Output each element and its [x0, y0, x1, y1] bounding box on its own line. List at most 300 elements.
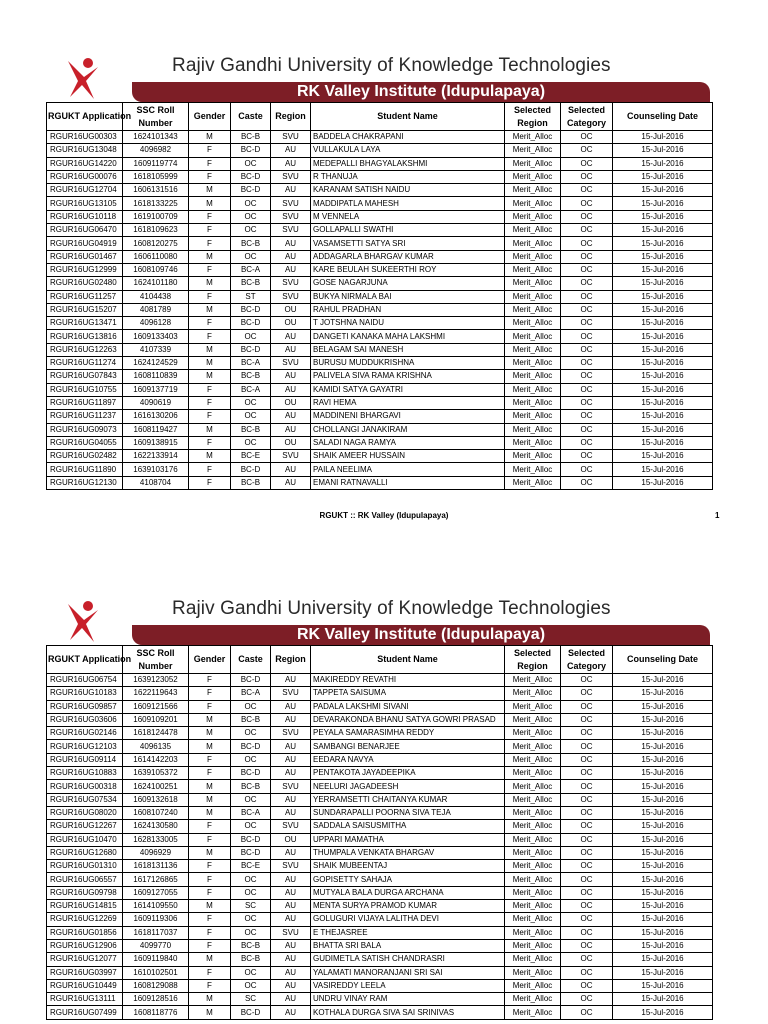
selected-category-cell: OC	[561, 383, 613, 396]
application-cell: RGUR16UG00318	[47, 780, 123, 793]
table-row	[47, 886, 713, 899]
column-header: Selected Category	[561, 646, 613, 674]
selected-region-cell: Merit_Alloc	[505, 436, 561, 449]
caste-cell: BC-D	[231, 674, 271, 687]
gender-cell: M	[189, 713, 231, 726]
table-row	[47, 873, 713, 886]
counseling-date-cell: 15-Jul-2016	[613, 674, 713, 687]
region-cell: OU	[271, 317, 311, 330]
counseling-date-cell: 15-Jul-2016	[613, 753, 713, 766]
application-cell: RGUR16UG02146	[47, 727, 123, 740]
student-name-cell: UNDRU VINAY RAM	[311, 993, 505, 1006]
selected-region-cell: Merit_Alloc	[505, 410, 561, 423]
table-header-row	[47, 646, 713, 674]
student-name-cell: EEDARA NAVYA	[311, 753, 505, 766]
gender-cell: F	[189, 170, 231, 183]
selected-category-cell: OC	[561, 463, 613, 476]
table-row	[47, 476, 713, 489]
counseling-date-cell: 15-Jul-2016	[613, 290, 713, 303]
table-row	[47, 820, 713, 833]
counseling-date-cell: 15-Jul-2016	[613, 1006, 713, 1019]
counseling-date-cell: 15-Jul-2016	[613, 423, 713, 436]
caste-cell: BC-B	[231, 953, 271, 966]
gender-cell: M	[189, 450, 231, 463]
table-row	[47, 423, 713, 436]
selected-region-cell: Merit_Alloc	[505, 886, 561, 899]
region-cell: AU	[271, 873, 311, 886]
caste-cell: BC-D	[231, 184, 271, 197]
table-row	[47, 131, 713, 144]
application-cell: RGUR16UG14815	[47, 900, 123, 913]
application-cell: RGUR16UG14220	[47, 157, 123, 170]
student-name-cell: SHAIK AMEER HUSSAIN	[311, 450, 505, 463]
caste-cell: BC-A	[231, 383, 271, 396]
counseling-date-cell: 15-Jul-2016	[613, 303, 713, 316]
application-cell: RGUR16UG12077	[47, 953, 123, 966]
counseling-date-cell: 15-Jul-2016	[613, 846, 713, 859]
gender-cell: M	[189, 846, 231, 859]
selected-category-cell: OC	[561, 900, 613, 913]
selected-region-cell: Merit_Alloc	[505, 343, 561, 356]
counseling-date-cell: 15-Jul-2016	[613, 966, 713, 979]
application-cell: RGUR16UG09798	[47, 886, 123, 899]
caste-cell: OC	[231, 330, 271, 343]
selected-category-cell: OC	[561, 290, 613, 303]
region-cell: AU	[271, 793, 311, 806]
application-cell: RGUR16UG01467	[47, 250, 123, 263]
institute-title: RK Valley Institute (Idupulapaya)	[296, 83, 546, 100]
ssc-roll-cell: 1608129088	[123, 979, 189, 992]
caste-cell: BC-E	[231, 450, 271, 463]
caste-cell: BC-A	[231, 263, 271, 276]
gender-cell: M	[189, 370, 231, 383]
gender-cell: M	[189, 131, 231, 144]
student-name-cell: MADDIPATLA MAHESH	[311, 197, 505, 210]
caste-cell: OC	[231, 966, 271, 979]
table-row	[47, 1006, 713, 1019]
region-cell: AU	[271, 330, 311, 343]
region-cell: AU	[271, 383, 311, 396]
caste-cell: BC-A	[231, 357, 271, 370]
selected-category-cell: OC	[561, 953, 613, 966]
gender-cell: F	[189, 926, 231, 939]
counseling-date-cell: 15-Jul-2016	[613, 330, 713, 343]
student-name-cell: M VENNELA	[311, 210, 505, 223]
counseling-date-cell: 15-Jul-2016	[613, 263, 713, 276]
counseling-date-cell: 15-Jul-2016	[613, 767, 713, 780]
selected-region-cell: Merit_Alloc	[505, 197, 561, 210]
caste-cell: OC	[231, 727, 271, 740]
ssc-roll-cell: 1628133005	[123, 833, 189, 846]
selected-category-cell: OC	[561, 157, 613, 170]
counseling-date-cell: 15-Jul-2016	[613, 713, 713, 726]
counseling-date-cell: 15-Jul-2016	[613, 343, 713, 356]
ssc-roll-cell: 1618133225	[123, 197, 189, 210]
counseling-date-cell: 15-Jul-2016	[613, 886, 713, 899]
application-cell: RGUR16UG04055	[47, 436, 123, 449]
region-cell: SVU	[271, 277, 311, 290]
region-cell: AU	[271, 674, 311, 687]
ssc-roll-cell: 1609127055	[123, 886, 189, 899]
selected-category-cell: OC	[561, 727, 613, 740]
region-cell: AU	[271, 740, 311, 753]
selected-category-cell: OC	[561, 939, 613, 952]
region-cell: AU	[271, 144, 311, 157]
counseling-date-cell: 15-Jul-2016	[613, 700, 713, 713]
ssc-roll-cell: 4096929	[123, 846, 189, 859]
application-cell: RGUR16UG13105	[47, 197, 123, 210]
student-name-cell: VASAMSETTI SATYA SRI	[311, 237, 505, 250]
application-cell: RGUR16UG12906	[47, 939, 123, 952]
column-header: Region	[271, 103, 311, 131]
application-cell: RGUR16UG13111	[47, 993, 123, 1006]
counseling-date-cell: 15-Jul-2016	[613, 370, 713, 383]
region-cell: AU	[271, 370, 311, 383]
caste-cell: BC-D	[231, 833, 271, 846]
caste-cell: BC-D	[231, 317, 271, 330]
selected-region-cell: Merit_Alloc	[505, 926, 561, 939]
table-row	[47, 170, 713, 183]
application-cell: RGUR16UG01310	[47, 860, 123, 873]
region-cell: AU	[271, 767, 311, 780]
student-name-cell: PENTAKOTA JAYADEEPIKA	[311, 767, 505, 780]
application-cell: RGUR16UG13816	[47, 330, 123, 343]
student-name-cell: GOLUGURI VIJAYA LALITHA DEVI	[311, 913, 505, 926]
student-name-cell: CHOLLANGI JANAKIRAM	[311, 423, 505, 436]
gender-cell: F	[189, 290, 231, 303]
column-header: Counseling Date	[613, 646, 713, 674]
caste-cell: BC-D	[231, 767, 271, 780]
table-row	[47, 277, 713, 290]
student-name-cell: VASIREDDY LEELA	[311, 979, 505, 992]
counseling-date-cell: 15-Jul-2016	[613, 157, 713, 170]
gender-cell: F	[189, 979, 231, 992]
region-cell: OU	[271, 436, 311, 449]
selected-category-cell: OC	[561, 277, 613, 290]
region-cell: SVU	[271, 131, 311, 144]
region-cell: SVU	[271, 197, 311, 210]
selected-region-cell: Merit_Alloc	[505, 277, 561, 290]
institute-banner	[132, 82, 710, 102]
ssc-roll-cell: 1608107240	[123, 806, 189, 819]
gender-cell: F	[189, 436, 231, 449]
student-name-cell: VULLAKULA LAYA	[311, 144, 505, 157]
table-row	[47, 913, 713, 926]
counseling-date-cell: 15-Jul-2016	[613, 926, 713, 939]
selected-region-cell: Merit_Alloc	[505, 900, 561, 913]
student-name-cell: ADDAGARLA BHARGAV KUMAR	[311, 250, 505, 263]
region-cell: OU	[271, 303, 311, 316]
selected-region-cell: Merit_Alloc	[505, 224, 561, 237]
column-header: Region	[271, 646, 311, 674]
student-name-cell: GUDIMETLA SATISH CHANDRASRI	[311, 953, 505, 966]
student-name-cell: YALAMATI MANORANJANI SRI SAI	[311, 966, 505, 979]
university-logo-icon	[64, 57, 104, 101]
ssc-roll-cell: 1624101180	[123, 277, 189, 290]
application-cell: RGUR16UG11897	[47, 396, 123, 409]
gender-cell: M	[189, 343, 231, 356]
table-row	[47, 953, 713, 966]
student-name-cell: GOPISETTY SAHAJA	[311, 873, 505, 886]
allocation-table	[46, 645, 713, 1020]
region-cell: AU	[271, 184, 311, 197]
caste-cell: OC	[231, 436, 271, 449]
region-cell: AU	[271, 979, 311, 992]
selected-category-cell: OC	[561, 343, 613, 356]
selected-region-cell: Merit_Alloc	[505, 966, 561, 979]
counseling-date-cell: 15-Jul-2016	[613, 450, 713, 463]
application-cell: RGUR16UG11237	[47, 410, 123, 423]
region-cell: AU	[271, 157, 311, 170]
table-row	[47, 993, 713, 1006]
counseling-date-cell: 15-Jul-2016	[613, 873, 713, 886]
selected-region-cell: Merit_Alloc	[505, 263, 561, 276]
table-body	[47, 131, 713, 490]
selected-category-cell: OC	[561, 250, 613, 263]
ssc-roll-cell: 1618131136	[123, 860, 189, 873]
caste-cell: OC	[231, 793, 271, 806]
selected-category-cell: OC	[561, 237, 613, 250]
application-cell: RGUR16UG12103	[47, 740, 123, 753]
application-cell: RGUR16UG00303	[47, 131, 123, 144]
application-cell: RGUR16UG09857	[47, 700, 123, 713]
selected-region-cell: Merit_Alloc	[505, 157, 561, 170]
student-name-cell: SUNDARAPALLI POORNA SIVA TEJA	[311, 806, 505, 819]
table-row	[47, 436, 713, 449]
table-row	[47, 926, 713, 939]
caste-cell: BC-D	[231, 1006, 271, 1019]
region-cell: SVU	[271, 290, 311, 303]
table-row	[47, 713, 713, 726]
application-cell: RGUR16UG04919	[47, 237, 123, 250]
region-cell: OU	[271, 833, 311, 846]
caste-cell: OC	[231, 926, 271, 939]
caste-cell: BC-B	[231, 713, 271, 726]
counseling-date-cell: 15-Jul-2016	[613, 820, 713, 833]
region-cell: AU	[271, 343, 311, 356]
gender-cell: F	[189, 263, 231, 276]
selected-category-cell: OC	[561, 926, 613, 939]
ssc-roll-cell: 1618109623	[123, 224, 189, 237]
gender-cell: M	[189, 277, 231, 290]
selected-category-cell: OC	[561, 713, 613, 726]
ssc-roll-cell: 4096135	[123, 740, 189, 753]
region-cell: SVU	[271, 926, 311, 939]
selected-region-cell: Merit_Alloc	[505, 767, 561, 780]
university-logo-icon	[64, 600, 104, 644]
caste-cell: OC	[231, 224, 271, 237]
selected-region-cell: Merit_Alloc	[505, 237, 561, 250]
institute-title: RK Valley Institute (Idupulapaya)	[296, 626, 546, 643]
selected-category-cell: OC	[561, 370, 613, 383]
table-row	[47, 303, 713, 316]
table-row	[47, 939, 713, 952]
student-name-cell: KAMIDI SATYA GAYATRI	[311, 383, 505, 396]
ssc-roll-cell: 1624124529	[123, 357, 189, 370]
table-row	[47, 237, 713, 250]
ssc-roll-cell: 1622133914	[123, 450, 189, 463]
table-row	[47, 846, 713, 859]
gender-cell: F	[189, 939, 231, 952]
table-row	[47, 979, 713, 992]
ssc-roll-cell: 1639105372	[123, 767, 189, 780]
application-cell: RGUR16UG06754	[47, 674, 123, 687]
application-cell: RGUR16UG15207	[47, 303, 123, 316]
selected-region-cell: Merit_Alloc	[505, 793, 561, 806]
gender-cell: F	[189, 767, 231, 780]
selected-region-cell: Merit_Alloc	[505, 833, 561, 846]
selected-region-cell: Merit_Alloc	[505, 290, 561, 303]
selected-category-cell: OC	[561, 396, 613, 409]
student-name-cell: UPPARI MAMATHA	[311, 833, 505, 846]
selected-region-cell: Merit_Alloc	[505, 210, 561, 223]
counseling-date-cell: 15-Jul-2016	[613, 277, 713, 290]
selected-category-cell: OC	[561, 806, 613, 819]
caste-cell: SC	[231, 900, 271, 913]
selected-category-cell: OC	[561, 833, 613, 846]
ssc-roll-cell: 1606110080	[123, 250, 189, 263]
ssc-roll-cell: 1614142203	[123, 753, 189, 766]
selected-region-cell: Merit_Alloc	[505, 476, 561, 489]
ssc-roll-cell: 1619100709	[123, 210, 189, 223]
table-row	[47, 687, 713, 700]
selected-region-cell: Merit_Alloc	[505, 913, 561, 926]
ssc-roll-cell: 1609132618	[123, 793, 189, 806]
column-header: Selected Region	[505, 646, 561, 674]
counseling-date-cell: 15-Jul-2016	[613, 250, 713, 263]
caste-cell: OC	[231, 913, 271, 926]
gender-cell: F	[189, 913, 231, 926]
table-row	[47, 740, 713, 753]
ssc-roll-cell: 4081789	[123, 303, 189, 316]
table-row	[47, 157, 713, 170]
gender-cell: M	[189, 357, 231, 370]
caste-cell: OC	[231, 410, 271, 423]
selected-category-cell: OC	[561, 979, 613, 992]
region-cell: AU	[271, 913, 311, 926]
application-cell: RGUR16UG13471	[47, 317, 123, 330]
ssc-roll-cell: 1608118776	[123, 1006, 189, 1019]
caste-cell: OC	[231, 250, 271, 263]
table-body	[47, 674, 713, 1020]
selected-region-cell: Merit_Alloc	[505, 170, 561, 183]
selected-category-cell: OC	[561, 793, 613, 806]
table-row	[47, 263, 713, 276]
table-row	[47, 806, 713, 819]
student-name-cell: R THANUJA	[311, 170, 505, 183]
gender-cell: M	[189, 303, 231, 316]
counseling-date-cell: 15-Jul-2016	[613, 237, 713, 250]
selected-category-cell: OC	[561, 740, 613, 753]
application-cell: RGUR16UG00076	[47, 170, 123, 183]
counseling-date-cell: 15-Jul-2016	[613, 913, 713, 926]
caste-cell: OC	[231, 886, 271, 899]
application-cell: RGUR16UG10183	[47, 687, 123, 700]
ssc-roll-cell: 1608110839	[123, 370, 189, 383]
student-name-cell: PEYALA SAMARASIMHA REDDY	[311, 727, 505, 740]
gender-cell: F	[189, 410, 231, 423]
selected-category-cell: OC	[561, 886, 613, 899]
gender-cell: F	[189, 873, 231, 886]
region-cell: AU	[271, 806, 311, 819]
ssc-roll-cell: 1609119774	[123, 157, 189, 170]
student-name-cell: MEDEPALLI BHAGYALAKSHMI	[311, 157, 505, 170]
application-cell: RGUR16UG12704	[47, 184, 123, 197]
gender-cell: F	[189, 966, 231, 979]
gender-cell: F	[189, 210, 231, 223]
selected-region-cell: Merit_Alloc	[505, 674, 561, 687]
counseling-date-cell: 15-Jul-2016	[613, 396, 713, 409]
selected-category-cell: OC	[561, 767, 613, 780]
column-header: SSC Roll Number	[123, 103, 189, 131]
caste-cell: BC-B	[231, 780, 271, 793]
selected-region-cell: Merit_Alloc	[505, 806, 561, 819]
region-cell: SVU	[271, 727, 311, 740]
selected-region-cell: Merit_Alloc	[505, 1006, 561, 1019]
counseling-date-cell: 15-Jul-2016	[613, 993, 713, 1006]
gender-cell: M	[189, 993, 231, 1006]
gender-cell: F	[189, 886, 231, 899]
page-footer: RGUKT :: RK Valley (Idupulapaya)	[319, 511, 449, 520]
application-cell: RGUR16UG11257	[47, 290, 123, 303]
region-cell: SVU	[271, 687, 311, 700]
region-cell: SVU	[271, 357, 311, 370]
selected-category-cell: OC	[561, 913, 613, 926]
ssc-roll-cell: 4108704	[123, 476, 189, 489]
counseling-date-cell: 15-Jul-2016	[613, 793, 713, 806]
student-name-cell: DANGETI KANAKA MAHA LAKSHMI	[311, 330, 505, 343]
university-title: Rajiv Gandhi University of Knowledge Technologies	[172, 55, 611, 76]
student-name-cell: SALADI NAGA RAMYA	[311, 436, 505, 449]
gender-cell: M	[189, 184, 231, 197]
table-row	[47, 317, 713, 330]
selected-category-cell: OC	[561, 873, 613, 886]
application-cell: RGUR16UG11890	[47, 463, 123, 476]
table-row	[47, 330, 713, 343]
caste-cell: BC-D	[231, 144, 271, 157]
application-cell: RGUR16UG12130	[47, 476, 123, 489]
gender-cell: F	[189, 860, 231, 873]
institute-banner	[132, 625, 710, 645]
student-name-cell: KOTHALA DURGA SIVA SAI SRINIVAS	[311, 1006, 505, 1019]
selected-region-cell: Merit_Alloc	[505, 463, 561, 476]
table-row	[47, 860, 713, 873]
selected-region-cell: Merit_Alloc	[505, 357, 561, 370]
region-cell: AU	[271, 900, 311, 913]
selected-region-cell: Merit_Alloc	[505, 713, 561, 726]
application-cell: RGUR16UG06557	[47, 873, 123, 886]
student-name-cell: BELAGAM SAI MANESH	[311, 343, 505, 356]
gender-cell: F	[189, 144, 231, 157]
ssc-roll-cell: 1639123052	[123, 674, 189, 687]
region-cell: OU	[271, 396, 311, 409]
selected-region-cell: Merit_Alloc	[505, 873, 561, 886]
student-name-cell: SAMBANGI BENARJEE	[311, 740, 505, 753]
gender-cell: M	[189, 953, 231, 966]
selected-category-cell: OC	[561, 700, 613, 713]
caste-cell: BC-B	[231, 939, 271, 952]
selected-category-cell: OC	[561, 410, 613, 423]
application-cell: RGUR16UG07843	[47, 370, 123, 383]
column-header: Caste	[231, 646, 271, 674]
column-header: RGUKT Application	[47, 103, 123, 131]
application-cell: RGUR16UG07534	[47, 793, 123, 806]
region-cell: AU	[271, 410, 311, 423]
selected-region-cell: Merit_Alloc	[505, 860, 561, 873]
selected-region-cell: Merit_Alloc	[505, 700, 561, 713]
selected-region-cell: Merit_Alloc	[505, 939, 561, 952]
application-cell: RGUR16UG13048	[47, 144, 123, 157]
